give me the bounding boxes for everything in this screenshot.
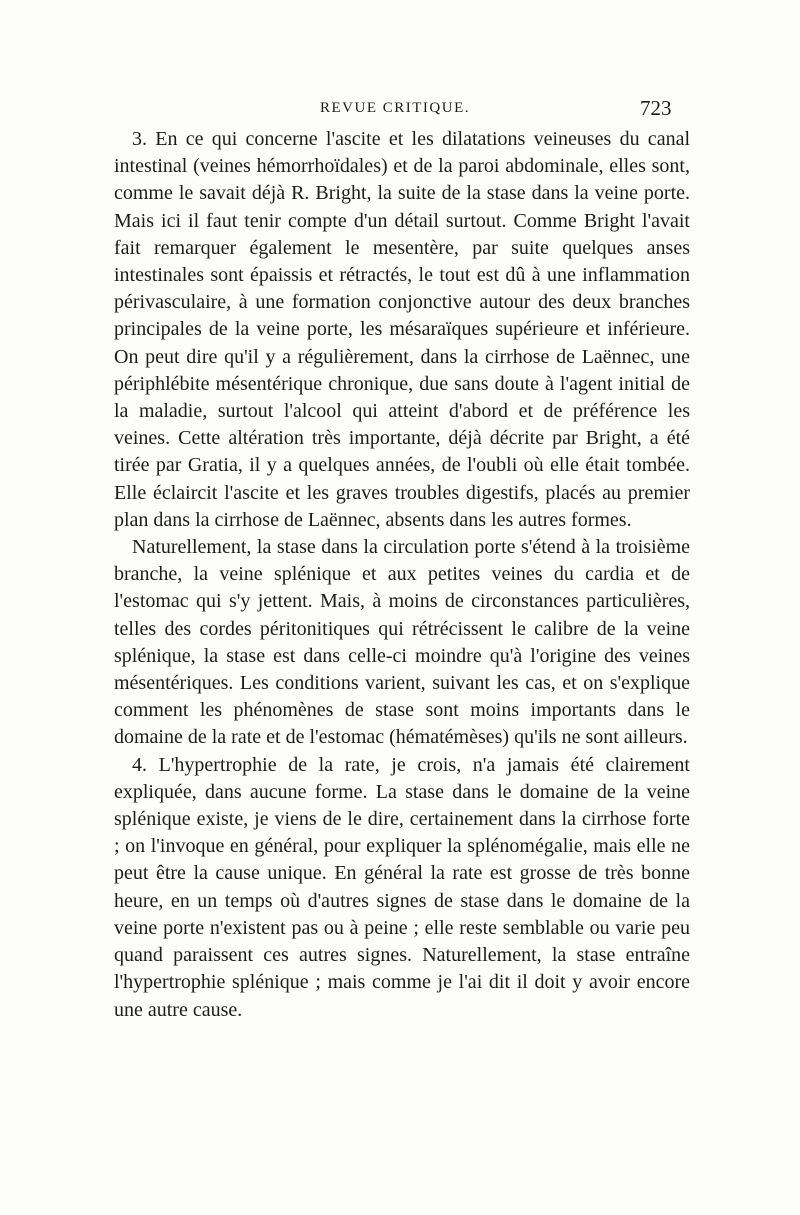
paragraph-hypertrophie-rate: 4. L'hypertrophie de la rate, je crois, n'a jamais été clairement expliquée, dans aucune forme. La stase dans le domaine de la veine splénique existe, je viens de le dire, certainement dans la cirrhose forte ; on l'invoque en général, pour expliquer la splénomégalie, mais elle ne peut être la cause unique. En général la rate est grosse de très bonne heure, en un temps où d'autres signes de stase dans le domaine de la veine porte n'existent pas ou à peine ; elle reste semblable ou varie peu quand paraissent ces autres signes. Naturellement, la stase entraîne l'hypertrophie splénique ; mais comme je l'ai dit il doit y avoir encore une autre cause. — [114, 753, 690, 1021]
body-text — [114, 126, 690, 1024]
page-number: 723 — [640, 96, 672, 120]
running-title: REVUE CRITIQUE. — [320, 100, 470, 116]
paragraph-ascite: 3. En ce qui concerne l'ascite et les dilatations veineuses du canal intestinal (veines hémorrhoïdales) et de la paroi abdominale, elles sont, comme le savait déjà R. Bright, la suite de la stase dans la veine porte. Mais ici il faut tenir compte d'un détail surtout. Comme Bright l'avait fait remarquer également le mesentère, par suite quelques anses intestinales sont épaissis et rétractés, le tout est dû à une inflammation périvasculaire, à une formation conjonctive autour des deux branches principales de la veine porte, les mésaraïques supérieure et inférieure. On peut dire qu'il y a régulièrement, dans la cirrhose de Laënnec, une périphlébite mésentérique chronique, due sans doute à l'agent initial de la maladie, surtout l'alcool qui atteint d'abord et de préférence les veines. Cette altération très importante, déjà décrite par Bright, a été tirée par Gratia, il y a quelques années, de l'oubli où elle était tombée. Elle éclaircit l'ascite et les graves troubles digestifs, placés au premier plan dans la cirrhose de Laënnec, absents dans les autres formes. — [114, 128, 690, 531]
running-head — [0, 96, 800, 126]
paragraph-stase-splenique: Naturellement, la stase dans la circulation porte s'étend à la troisième branche, la veine splénique et aux petites veines du cardia et de l'estomac qui s'y jettent. Mais, à moins de circonstances particulières, telles des cordes péritonitiques qui rétrécissent le calibre de la veine splénique, la stase est dans celle-ci moindre qu'à l'origine des veines mésentériques. Les conditions varient, suivant les cas, et on s'explique comment les phénomènes de stase sont moins importants dans le domaine de la rate et de l'estomac (hématémèses) qu'ils ne sont ailleurs. — [114, 536, 690, 749]
